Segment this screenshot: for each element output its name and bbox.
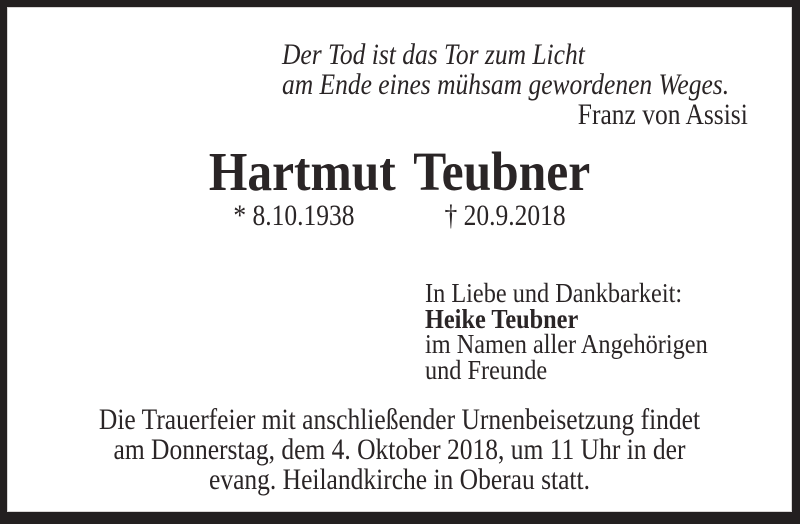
memorial-quote-line-1: Der Tod ist das Tor zum Licht — [282, 38, 585, 71]
funeral-line-3: evang. Heilandkirche in Oberau statt. — [209, 463, 590, 496]
memorial-quote-line-2: am Ende eines mühsam gewordenen Weges. — [282, 68, 730, 101]
quote-attribution: Franz von Assisi — [577, 98, 748, 131]
memorial-quote — [282, 40, 748, 130]
mourner-name: Heike Teubner — [425, 303, 579, 334]
mourners-and-friends: und Freunde — [425, 354, 548, 385]
life-dates — [66, 201, 733, 231]
funeral-line-1: Die Trauerfeier mit anschließender Urnenbeisetzung findet — [98, 403, 701, 436]
mourners-on-behalf: im Namen aller Angehörigen — [425, 329, 708, 359]
birth-date: * 8.10.1938 — [233, 199, 355, 232]
mourners-intro: In Liebe und Dankbarkeit: — [425, 278, 683, 308]
deceased-name: Hartmut Teubner — [208, 141, 591, 202]
funeral-announcement — [66, 405, 733, 495]
funeral-line-2: am Donnerstag, dem 4. Oktober 2018, um 11 Uhr in der — [113, 433, 686, 466]
death-date: † 20.9.2018 — [444, 199, 566, 232]
mourners-block — [425, 278, 785, 385]
